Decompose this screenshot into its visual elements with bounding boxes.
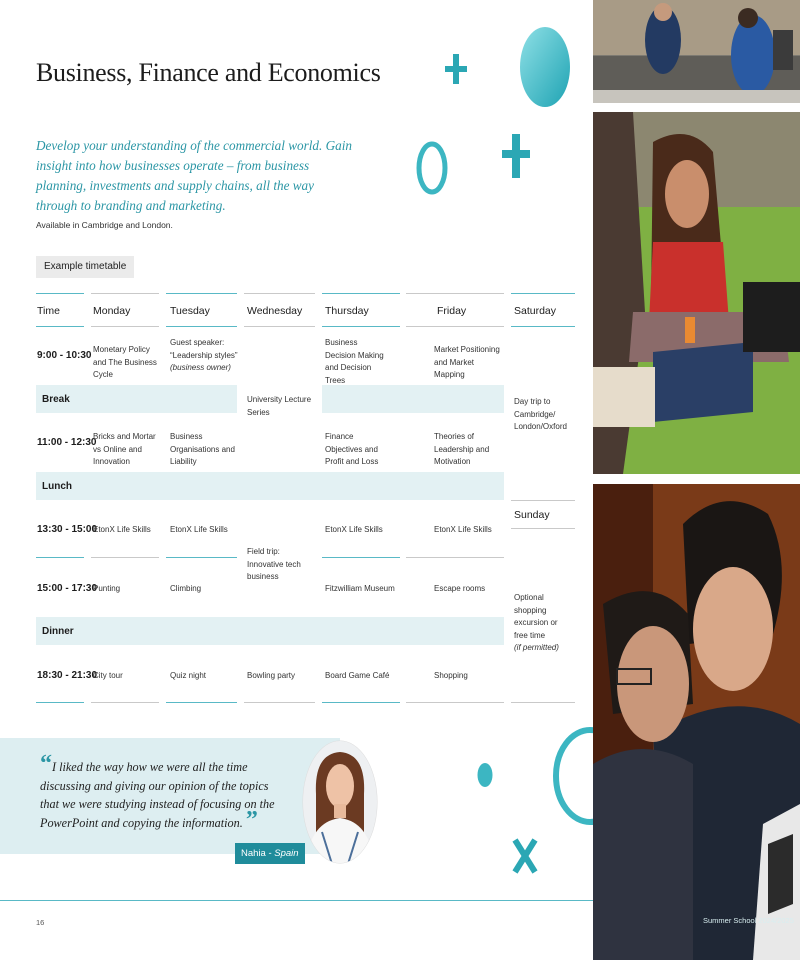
session-cell: Field trip: Innovative tech business — [247, 547, 301, 581]
time-slot: 9:00 - 10:30 — [37, 350, 92, 361]
session-cell: EtonX Life Skills — [325, 525, 383, 534]
time-slot: 18:30 - 21:30 — [37, 670, 98, 681]
session-cell: Punting — [93, 584, 121, 593]
session-cell: Monetary Policy and The Business Cycle — [93, 345, 157, 379]
session-cell: Market Positioning and Market Mapping — [434, 345, 500, 379]
session-cell: Finance Objectives and Profit and Loss — [325, 432, 379, 466]
testimonial-quote — [40, 751, 290, 833]
dot-icon — [477, 762, 493, 788]
session-cell: Climbing — [170, 584, 202, 593]
availability-text: Available in Cambridge and London. — [36, 220, 173, 230]
header-saturday: Saturday — [514, 305, 557, 317]
time-slot: 11:00 - 12:30 — [37, 437, 97, 448]
open-quote-icon: “ — [40, 751, 52, 777]
header-friday: Friday — [437, 305, 467, 317]
session-cell: Escape rooms — [434, 584, 486, 593]
cross-icon — [511, 836, 539, 876]
student-avatar — [302, 740, 378, 864]
gradient-circle-icon — [518, 26, 572, 108]
session-cell: Theories of Leadership and Motivation — [434, 432, 490, 466]
author-country: Spain — [274, 848, 299, 859]
session-cell: Shopping — [434, 671, 468, 680]
header-thursday: Thursday — [325, 305, 369, 317]
page-title: Business, Finance and Economics — [36, 58, 381, 87]
time-slot: 15:00 - 17:30 — [37, 583, 98, 594]
session-cell: EtonX Life Skills — [434, 525, 492, 534]
ring-icon — [415, 140, 449, 196]
session-cell: Business Decision Making and Decision Trees — [325, 338, 384, 385]
plus-icon — [502, 132, 530, 180]
close-quote-icon: ” — [245, 806, 258, 833]
dinner-label: Dinner — [42, 626, 74, 637]
session-cell: EtonX Life Skills — [93, 525, 151, 534]
session-cell: Board Game Café — [325, 671, 390, 680]
session-note: (business owner) — [170, 363, 231, 372]
saturday-cell: Day trip to Cambridge/ London/Oxford — [514, 397, 567, 431]
session-cell: Fitzwilliam Museum — [325, 584, 395, 593]
break-label: Break — [42, 394, 70, 405]
header-time: Time — [37, 305, 60, 317]
footer-rule — [0, 900, 593, 901]
time-slot: 13:30 - 15:00 — [37, 524, 98, 535]
header-wednesday: Wednesday — [247, 305, 303, 317]
lunch-label: Lunch — [42, 481, 72, 492]
plus-icon — [445, 54, 467, 84]
campus-photo — [593, 0, 800, 103]
header-monday: Monday — [93, 305, 131, 317]
lawn-photo — [593, 112, 800, 474]
session-cell: University Lecture Series — [247, 395, 312, 417]
author-name: Nahia — [241, 848, 266, 859]
break-band — [322, 385, 504, 413]
sunday-text: Optional shopping excursion or free time — [514, 593, 558, 640]
session-title: Guest speaker: “Leadership styles” — [170, 338, 238, 360]
timetable-label: Example timetable — [36, 256, 134, 278]
page-number: 16 — [36, 918, 45, 927]
session-cell: Quiz night — [170, 671, 207, 680]
lunch-band — [36, 472, 504, 500]
session-cell: Bricks and Mortar vs Online and Innovation — [93, 432, 156, 466]
header-sunday: Sunday — [514, 509, 550, 521]
sunday-note: (if permitted) — [514, 643, 559, 652]
brand-text: Summer School 2024/2025 — [703, 916, 794, 925]
session-cell: EtonX Life Skills — [170, 525, 228, 534]
header-tuesday: Tuesday — [170, 305, 210, 317]
classroom-photo — [593, 484, 800, 960]
dinner-band — [36, 617, 504, 645]
session-cell: Business Organisations and Liability — [170, 432, 235, 466]
session-cell — [170, 337, 240, 375]
session-cell: City tour — [93, 671, 123, 680]
sunday-cell — [514, 592, 572, 655]
session-cell: Bowling party — [247, 671, 296, 680]
quote-author-tag: Nahia - Spain — [235, 843, 305, 864]
intro-text: Develop your understanding of the commercial world. Gain insight into how businesses operate – from business planning, investments and supply chains, all the way through to branding and marketing. — [36, 138, 352, 213]
quote-text: I liked the way how we were all the time discussing and giving our opinion of the topics that we were studying instead of focusing on the PowerPoint and copying the information. — [40, 760, 275, 830]
